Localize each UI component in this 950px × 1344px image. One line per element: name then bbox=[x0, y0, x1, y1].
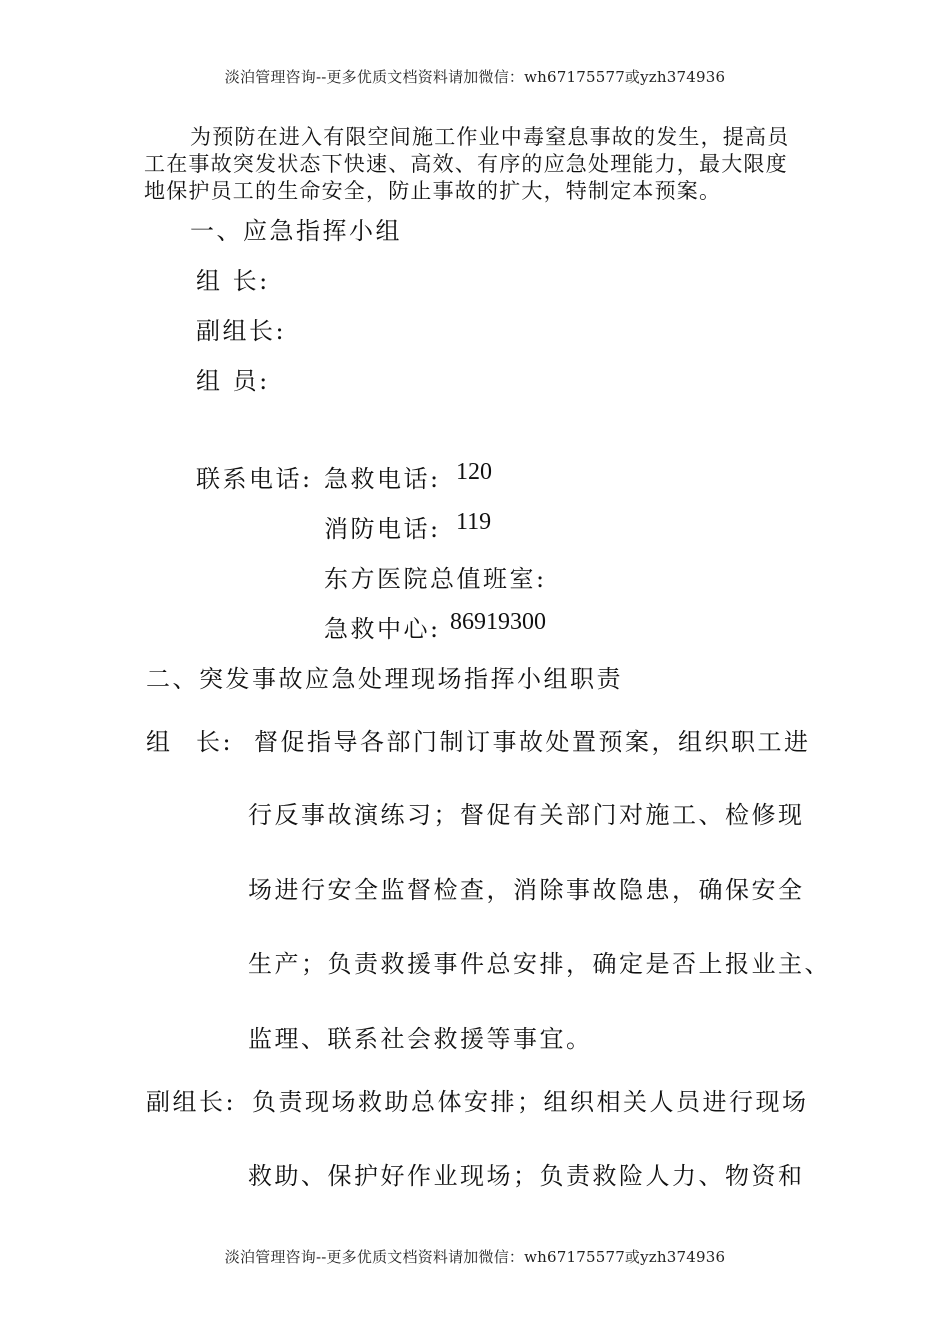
hospital-duty-label: 东方医院总值班室: bbox=[324, 565, 547, 593]
intro-paragraph bbox=[144, 124, 808, 205]
member-field: 组 员: bbox=[196, 367, 270, 395]
deputy-field: 副组长: bbox=[196, 317, 287, 345]
leader-duty-line: 督促指导各部门制订事故处置预案，组织职工进 bbox=[254, 728, 811, 756]
page-header: 淡泊管理咨询--更多优质文档资料请加微信：wh67175577或yzh374936 bbox=[224, 68, 726, 86]
section1-title: 一、应急指挥小组 bbox=[190, 217, 402, 245]
leader-duty-line: 场进行安全监督检查，消除事故隐患，确保安全 bbox=[248, 876, 805, 904]
leader-duty-label-2: 长: bbox=[196, 728, 234, 756]
leader-field: 组 长: bbox=[196, 267, 270, 295]
deputy-duty-line: 负责现场救助总体安排；组织相关人员进行现场 bbox=[252, 1088, 809, 1116]
ambulance-phone-number: 120 bbox=[456, 459, 492, 485]
deputy-duty-label: 副组长: bbox=[146, 1088, 237, 1116]
intro-text: 为预防在进入有限空间施工作业中毒窒息事故的发生，提高员工在事故突发状态下快速、高效、有序的应急处理能力，最大限度地保护员工的生命安全，防止事故的扩大，特制定本预案。 bbox=[144, 125, 790, 203]
leader-duty-line: 监理、联系社会救援等事宜。 bbox=[248, 1025, 593, 1053]
deputy-duty-line: 救助、保护好作业现场；负责救险人力、物资和 bbox=[248, 1162, 805, 1190]
emergency-center-number: 86919300 bbox=[450, 609, 546, 635]
leader-duty-line: 生产；负责救援事件总安排，确定是否上报业主、 bbox=[248, 950, 831, 978]
fire-phone-number: 119 bbox=[456, 509, 492, 535]
leader-duty-label-1: 组 bbox=[146, 728, 173, 756]
section2-title: 二、突发事故应急处理现场指挥小组职责 bbox=[146, 665, 623, 693]
fire-phone-label: 消防电话: bbox=[324, 515, 441, 543]
emergency-center-label: 急救中心: bbox=[324, 615, 441, 643]
page-footer: 淡泊管理咨询--更多优质文档资料请加微信：wh67175577或yzh374936 bbox=[224, 1248, 726, 1266]
ambulance-phone-label: 急救电话: bbox=[324, 465, 441, 493]
contacts-label: 联系电话: bbox=[196, 465, 313, 493]
leader-duty-line: 行反事故演练习；督促有关部门对施工、检修现 bbox=[248, 801, 805, 829]
